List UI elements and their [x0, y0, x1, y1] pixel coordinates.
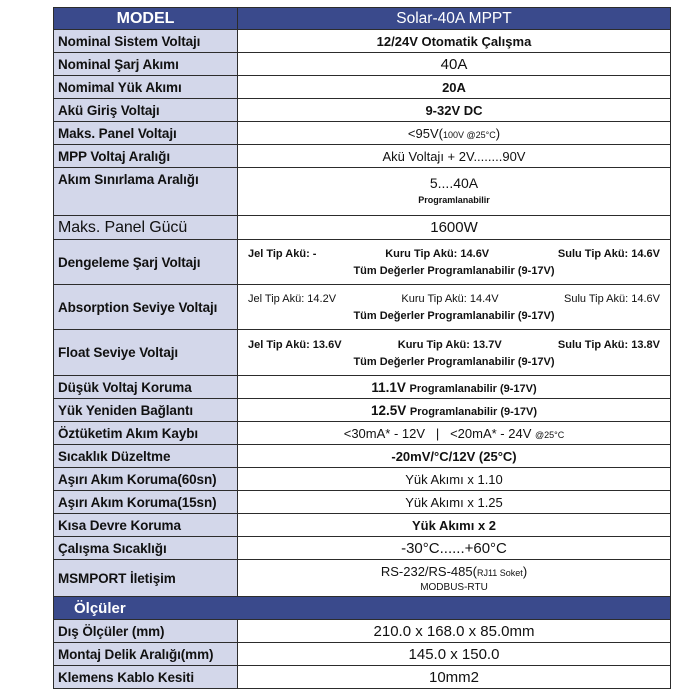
- table-row: [54, 330, 671, 376]
- row-value: 9-32V DC: [238, 99, 671, 122]
- row-label: MPP Voltaj Aralığı: [54, 145, 238, 168]
- table-row: [54, 122, 671, 145]
- table-row: [54, 537, 671, 560]
- battery-type-values: [242, 245, 666, 263]
- table-row: [54, 376, 671, 399]
- table-row: [54, 53, 671, 76]
- row-value: Yük Akımı x 1.10: [238, 468, 671, 491]
- row-label: Dış Ölçüler (mm): [54, 620, 238, 643]
- row-label: Akü Giriş Voltajı: [54, 99, 238, 122]
- row-label: Aşırı Akım Koruma(15sn): [54, 491, 238, 514]
- row-value: [238, 399, 671, 422]
- value-main: <95V(: [407, 125, 443, 141]
- row-label: Sıcaklık Düzeltme: [54, 445, 238, 468]
- table-row: [54, 445, 671, 468]
- row-label: Çalışma Sıcaklığı: [54, 537, 238, 560]
- spec-sheet: [53, 7, 670, 700]
- table-row: [54, 560, 671, 597]
- row-value: [238, 560, 671, 597]
- value-tail: ): [522, 563, 528, 579]
- row-label: Klemens Kablo Kesiti: [54, 666, 238, 689]
- value-note: Programlanabilir (9-17V): [409, 382, 537, 395]
- row-value: Yük Akımı x 1.25: [238, 491, 671, 514]
- value-note: @25°C: [535, 429, 565, 440]
- row-value: Yük Akımı x 2: [238, 514, 671, 537]
- gel-battery-value: Jel Tip Akü: 14.2V: [248, 293, 337, 305]
- row-label: Absorption Seviye Voltajı: [54, 285, 238, 330]
- value-note: 100V @25°C: [442, 129, 496, 140]
- row-label: Aşırı Akım Koruma(60sn): [54, 468, 238, 491]
- table-row: [54, 216, 671, 240]
- row-label: Nomimal Yük Akımı: [54, 76, 238, 99]
- table-row: [54, 468, 671, 491]
- row-label: Öztüketim Akım Kaybı: [54, 422, 238, 445]
- value-main: 5....40A: [429, 174, 479, 191]
- table-row: [54, 514, 671, 537]
- value-main-line: [242, 563, 666, 582]
- row-label: Yük Yeniden Bağlantı: [54, 399, 238, 422]
- row-value: [238, 330, 671, 376]
- section-title: Ölçüler: [54, 597, 671, 620]
- row-value: 10mm2: [238, 666, 671, 689]
- wet-battery-value: Sulu Tip Akü: 14.6V: [563, 293, 660, 305]
- row-value: [238, 122, 671, 145]
- battery-type-values: [242, 336, 666, 354]
- value-note: Tüm Değerler Programlanabilir (9-17V): [353, 265, 555, 277]
- row-label: MSMPORT İletişim: [54, 560, 238, 597]
- row-value: 210.0 x 168.0 x 85.0mm: [238, 620, 671, 643]
- gel-battery-value: Jel Tip Akü: -: [248, 248, 317, 260]
- table-row: [54, 76, 671, 99]
- row-label: Akım Sınırlama Aralığı: [54, 168, 238, 216]
- row-label: Maks. Panel Voltajı: [54, 122, 238, 145]
- table-row: [54, 399, 671, 422]
- table-row: [54, 285, 671, 330]
- wet-battery-value: Sulu Tip Akü: 14.6V: [557, 248, 660, 260]
- row-value: [238, 285, 671, 330]
- model-header-label: MODEL: [54, 8, 238, 30]
- row-label: Montaj Delik Aralığı(mm): [54, 643, 238, 666]
- row-value: [238, 422, 671, 445]
- table-header-row: [54, 8, 671, 30]
- row-label: Kısa Devre Koruma: [54, 514, 238, 537]
- row-value: -20mV/°C/12V (25°C): [238, 445, 671, 468]
- dry-battery-value: Kuru Tip Akü: 13.7V: [397, 338, 502, 351]
- section-header-row: [54, 597, 671, 620]
- table-row: [54, 99, 671, 122]
- table-row: [54, 145, 671, 168]
- value-main: <30mA* - 12V | <20mA* - 24V: [343, 425, 532, 441]
- table-row: [54, 168, 671, 216]
- row-value: [238, 168, 671, 216]
- table-row: [54, 620, 671, 643]
- row-value: 40A: [238, 53, 671, 76]
- row-value: -30°C......+60°C: [238, 537, 671, 560]
- row-label: Dengeleme Şarj Voltajı: [54, 240, 238, 285]
- value-sub: MODBUS-RTU: [420, 581, 488, 593]
- value-note: RJ11 Soket: [476, 567, 523, 578]
- row-value: 20A: [238, 76, 671, 99]
- row-value: Akü Voltajı + 2V........90V: [238, 145, 671, 168]
- value-note: Programlanabilir: [418, 194, 490, 205]
- table-row: [54, 240, 671, 285]
- value-main: RS-232/RS-485(: [380, 563, 477, 579]
- row-label: Nominal Şarj Akımı: [54, 53, 238, 76]
- row-value: 145.0 x 150.0: [238, 643, 671, 666]
- value-note: Tüm Değerler Programlanabilir (9-17V): [353, 355, 555, 368]
- table-row: [54, 491, 671, 514]
- value-note: Tüm Değerler Programlanabilir (9-17V): [353, 310, 555, 322]
- value-main: 12.5V: [370, 402, 407, 418]
- row-value: [238, 376, 671, 399]
- row-label: Nominal Sistem Voltajı: [54, 30, 238, 53]
- table-row: [54, 666, 671, 689]
- table-row: [54, 643, 671, 666]
- table-row: [54, 30, 671, 53]
- model-name: Solar-40A MPPT: [238, 8, 671, 30]
- row-value: 1600W: [238, 216, 671, 240]
- table-row: [54, 422, 671, 445]
- gel-battery-value: Jel Tip Akü: 13.6V: [248, 338, 342, 351]
- row-value: [238, 240, 671, 285]
- wet-battery-value: Sulu Tip Akü: 13.8V: [557, 338, 660, 351]
- row-value: 12/24V Otomatik Çalışma: [238, 30, 671, 53]
- spec-table: [53, 7, 671, 689]
- row-label: Maks. Panel Gücü: [54, 216, 238, 240]
- row-label: Float Seviye Voltajı: [54, 330, 238, 376]
- dry-battery-value: Kuru Tip Akü: 14.4V: [401, 293, 499, 305]
- value-tail: ): [495, 125, 501, 141]
- dry-battery-value: Kuru Tip Akü: 14.6V: [385, 248, 490, 260]
- row-label: Düşük Voltaj Koruma: [54, 376, 238, 399]
- value-note: Programlanabilir (9-17V): [409, 405, 538, 418]
- value-main: 11.1V: [371, 379, 406, 395]
- battery-type-values: [242, 290, 666, 308]
